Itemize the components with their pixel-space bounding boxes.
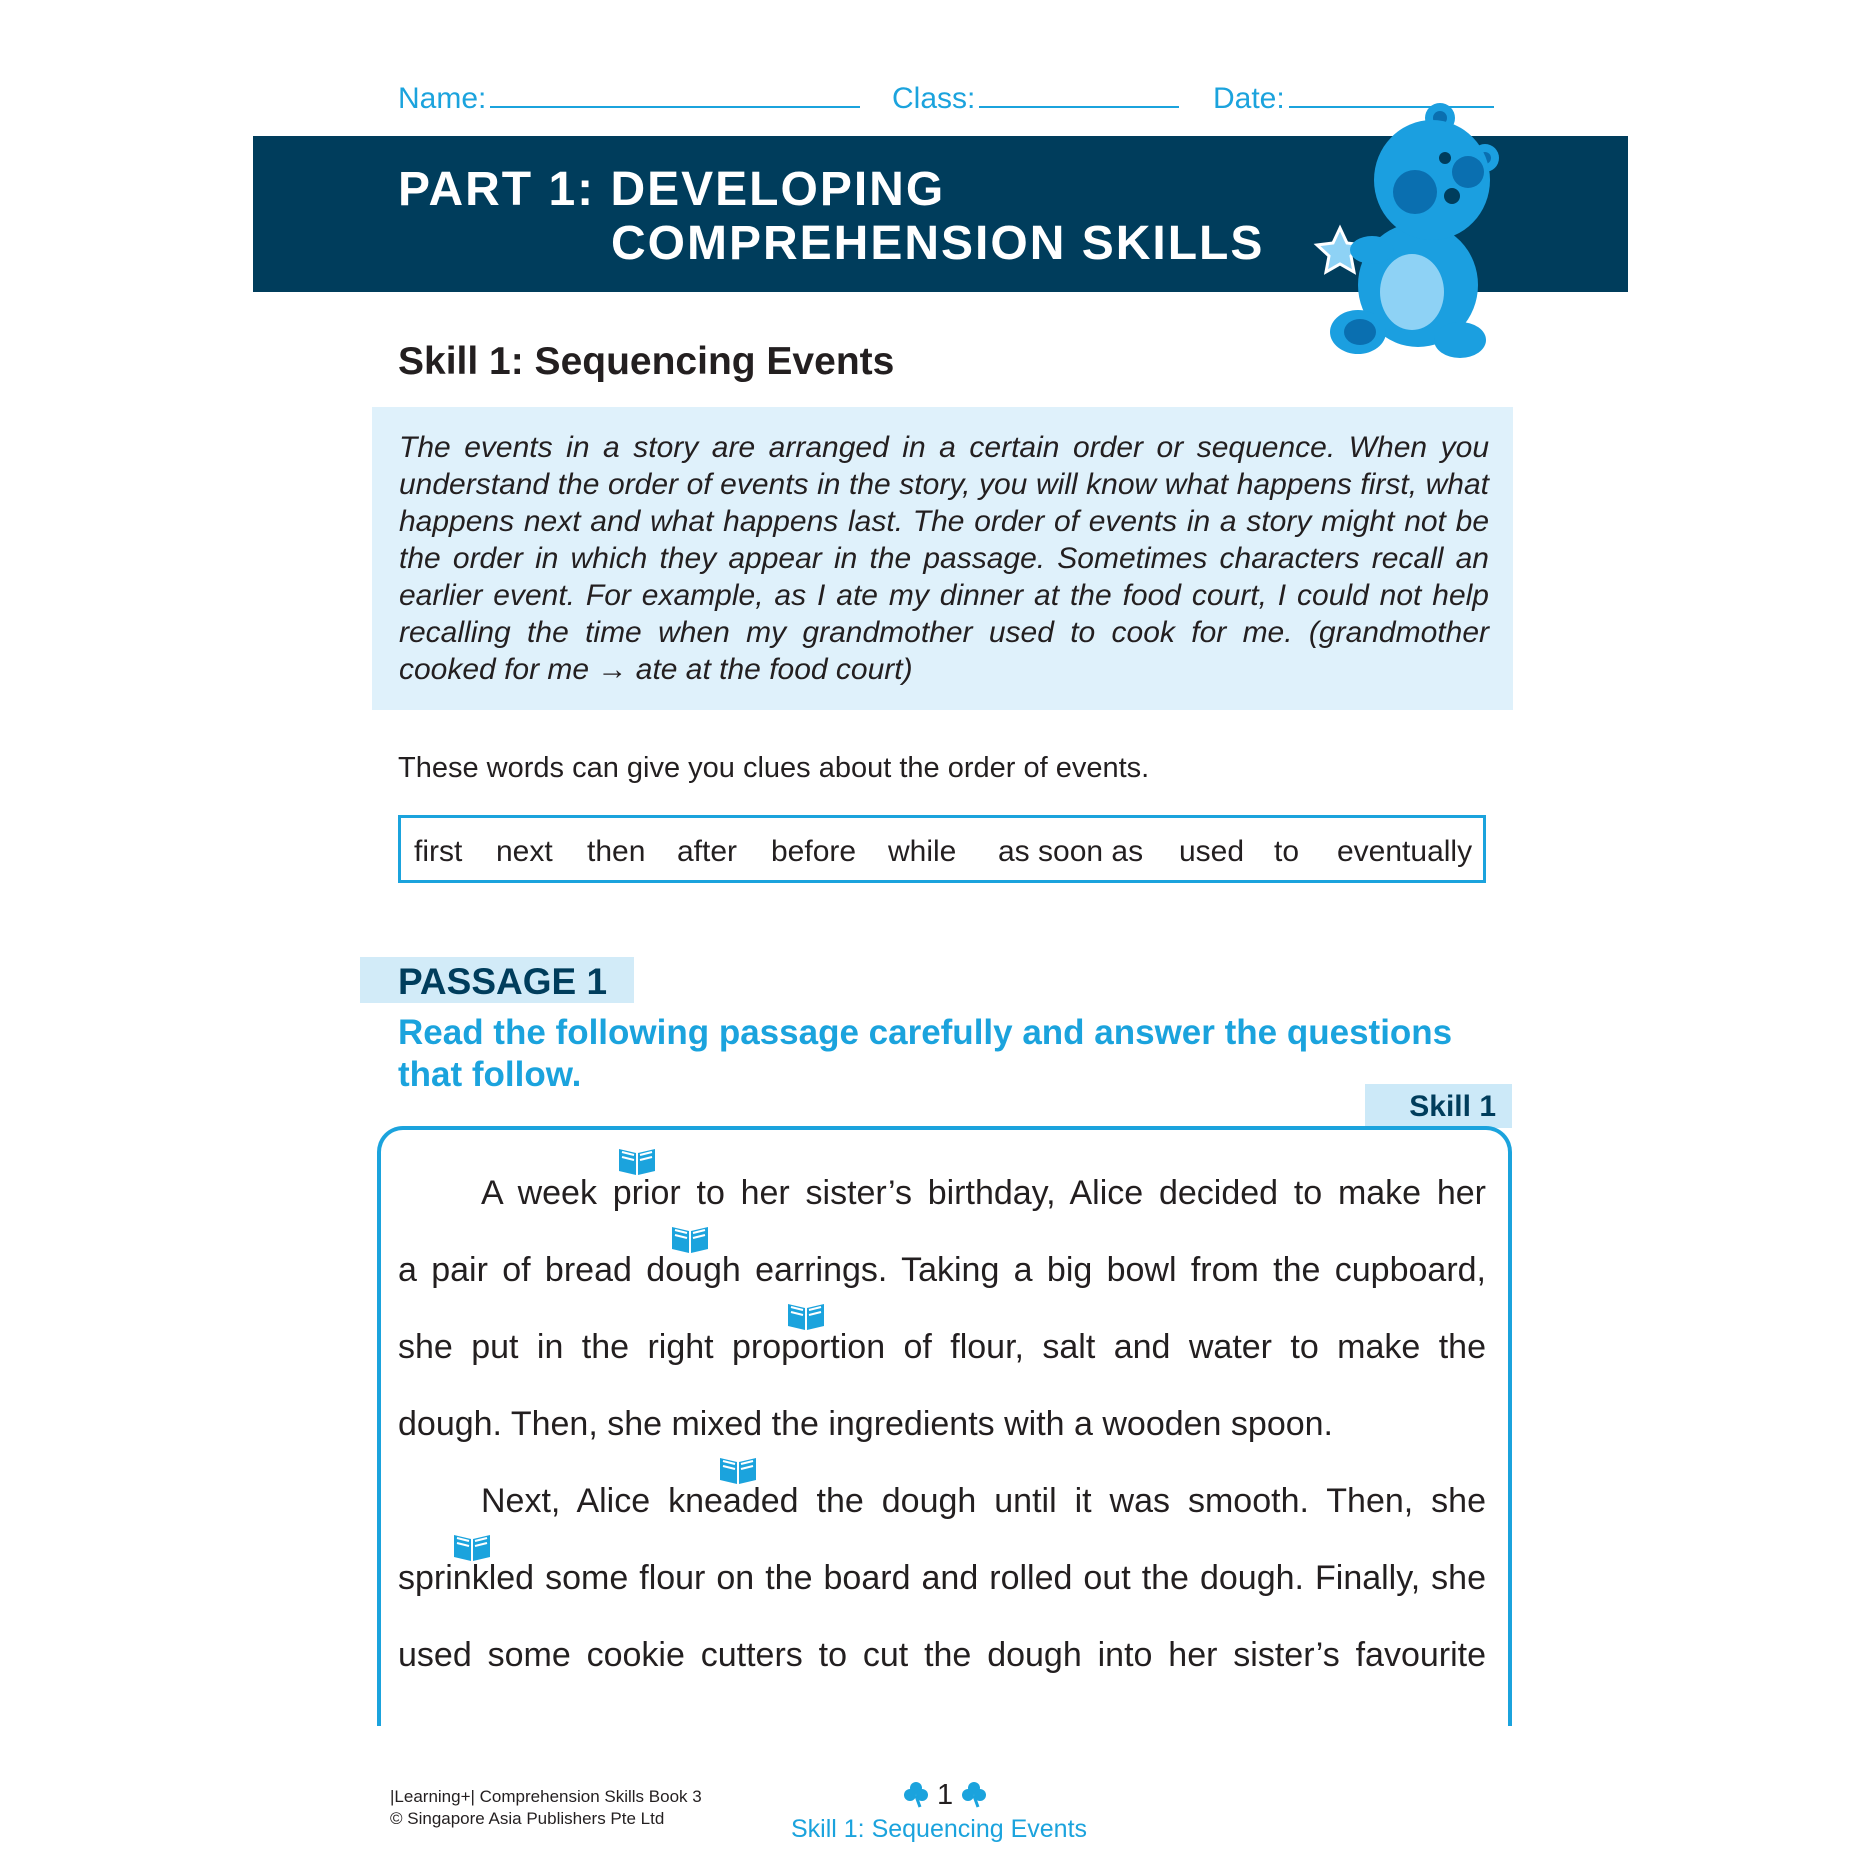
clue-word: to	[1274, 835, 1300, 868]
name-label: Name:	[398, 82, 487, 115]
bear-mascot-icon	[1300, 100, 1500, 362]
passage-line: a pair of bread dough earrings. Taking a big bowl from the cupboard,	[398, 1251, 1486, 1289]
footer-book-line: |Learning+| Comprehension Skills Book 3	[390, 1787, 702, 1806]
intro-text: The events in a story are arranged in a certain order or sequence. When you understand the order of events in the story, you will know what happens first, what happens next and what happens last. The order of events in a story might not be the order in which they appear in the passage. Sometimes characters recall an earlier event. For example, as I ate my dinner at the food court, I could not help recalling the time when my grandmother used to cook for me. (grandmother cooked for me → ate at the food court)	[399, 431, 1489, 686]
footer-copyright-line: © Singapore Asia Publishers Pte Ltd	[390, 1809, 665, 1828]
clue-word: while	[888, 835, 957, 868]
date-label: Date:	[1213, 82, 1285, 115]
passage-line: Next, Alice kneaded the dough until it was smooth. Then, she	[481, 1482, 1486, 1520]
clue-word: next	[496, 835, 553, 868]
skill-title: Skill 1: Sequencing Events	[398, 340, 895, 383]
open-book-icon[interactable]	[718, 1452, 758, 1486]
clue-word: used	[1179, 835, 1245, 868]
clue-word-box	[398, 815, 1486, 883]
passage-line: used some cookie cutters to cut the dough into her sister’s favourite	[398, 1636, 1486, 1674]
open-book-icon[interactable]	[617, 1143, 657, 1177]
instruction-text: Read the following passage carefully and answer the questions that follow.	[398, 1013, 1453, 1094]
open-book-icon[interactable]	[670, 1221, 710, 1255]
intro-box	[372, 407, 1513, 710]
open-book-icon[interactable]	[786, 1298, 826, 1332]
open-book-icon[interactable]	[452, 1529, 492, 1563]
page-number: 1	[937, 1779, 954, 1811]
class-field[interactable]	[892, 80, 1179, 116]
clue-word: first	[414, 835, 463, 868]
clue-word: eventually	[1337, 835, 1473, 868]
skill-tab-label: Skill 1	[1409, 1090, 1496, 1123]
class-label: Class:	[892, 82, 976, 115]
class-line[interactable]	[979, 80, 1179, 108]
clue-lead-text: These words can give you clues about the order of events.	[398, 752, 1150, 784]
name-field[interactable]	[398, 80, 860, 116]
clue-word: before	[771, 835, 857, 868]
passage-line: dough. Then, she mixed the ingredients with a wooden spoon.	[398, 1405, 1333, 1443]
skill-tab	[1365, 1084, 1512, 1128]
passage-line: sprinkled some flour on the board and rolled out the dough. Finally, she	[398, 1559, 1486, 1597]
name-line[interactable]	[490, 80, 860, 108]
clue-word: after	[677, 835, 738, 868]
passage-tag	[360, 957, 634, 1003]
clue-word: then	[587, 835, 646, 868]
clue-word: as soon as	[998, 835, 1144, 868]
passage-line: she put in the right proportion of flour, salt and water to make the	[398, 1328, 1486, 1366]
passage-line: A week prior to her sister’s birthday, Alice decided to make her	[481, 1174, 1486, 1212]
footer-skill-line: Skill 1: Sequencing Events	[791, 1815, 1088, 1843]
clover-icon	[902, 1780, 930, 1808]
banner-line-1: PART 1: DEVELOPING	[398, 163, 946, 216]
banner-line-2: COMPREHENSION SKILLS	[611, 217, 1265, 270]
clover-icon	[960, 1780, 988, 1808]
passage-tag-label: PASSAGE 1	[398, 961, 608, 1002]
footer-publisher	[390, 1786, 702, 1830]
